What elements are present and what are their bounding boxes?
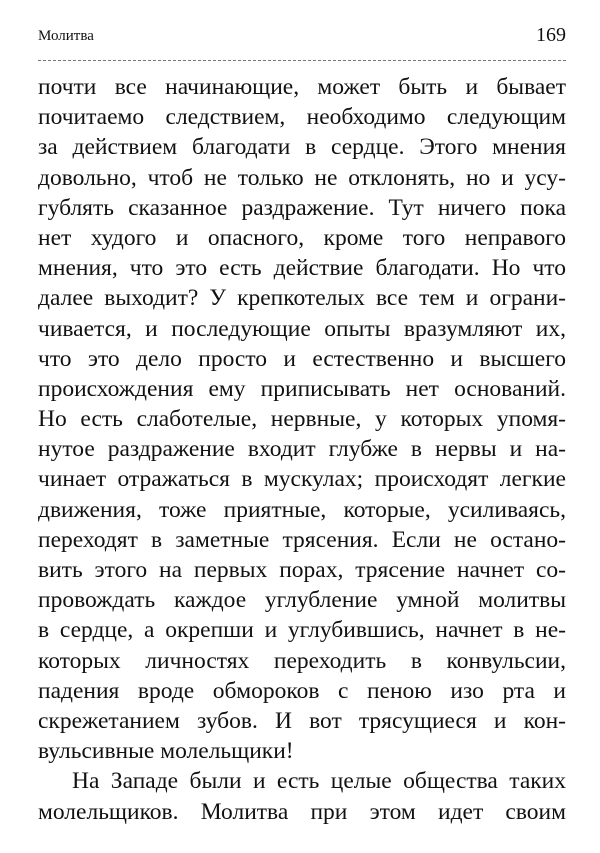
text-line: мнения, что это есть действие благодати. Но что — [38, 255, 566, 282]
text-line: переходят в заметные трясения. Если не остано- — [38, 526, 566, 553]
text-line: почитаемо следствием, необходимо следующим — [38, 104, 566, 131]
text-line: вить этого на первых порах, трясение начнет со- — [38, 557, 566, 583]
text-line: происхождения ему приписывать нет оснований. — [38, 375, 566, 402]
paragraph-end-line: вульсивные молельщики! — [38, 738, 294, 765]
text-line: нутое раздражение входит глубже в нервы и на- — [38, 436, 566, 463]
text-line: довольно, чтоб не только не отклонять, но и усу- — [38, 164, 566, 191]
header-divider — [38, 60, 566, 61]
text-line: молельщиков. Молитва при этом идет своим — [38, 798, 566, 825]
text-line: почти все начинающие, может быть и бывает — [38, 74, 566, 100]
text-line: Но есть слаботелые, нервные, у которых упомя- — [38, 406, 566, 433]
text-line: гублять сказанное раздражение. Тут ничего пока — [38, 194, 566, 221]
text-line: чивается, и последующие опыты вразумляют их, — [38, 315, 566, 342]
text-line: скрежетанием зубов. И вот трясущиеся и кон- — [38, 707, 566, 734]
text-line: движения, тоже приятные, которые, усиливаясь, — [38, 496, 566, 523]
text-line: падения вроде обмороков с пеною изо рта и — [38, 677, 566, 704]
running-title: Молитва — [38, 28, 94, 44]
text-line: провождать каждое углубление умной молитвы — [38, 587, 566, 614]
text-line: что это дело просто и естественно и высшего — [38, 345, 566, 372]
text-line: которых личностях переходить в конвульсии, — [38, 647, 566, 674]
text-line: чинает отражаться в мускулах; происходят легкие — [38, 466, 566, 493]
body-text — [38, 72, 566, 827]
page-number: 169 — [536, 24, 566, 46]
paragraph-start-line: На Западе были и есть целые общества таких — [72, 768, 566, 795]
text-line: нет худого и опасного, кроме того неправого — [38, 224, 566, 251]
text-line: далее выходит? У крепкотелых все тем и ограни- — [38, 285, 566, 312]
text-line: за действием благодати в сердце. Этого мнения — [38, 134, 566, 161]
running-header — [38, 24, 566, 48]
text-line: в сердце, а окрепши и углубившись, начнет в не- — [38, 617, 566, 644]
